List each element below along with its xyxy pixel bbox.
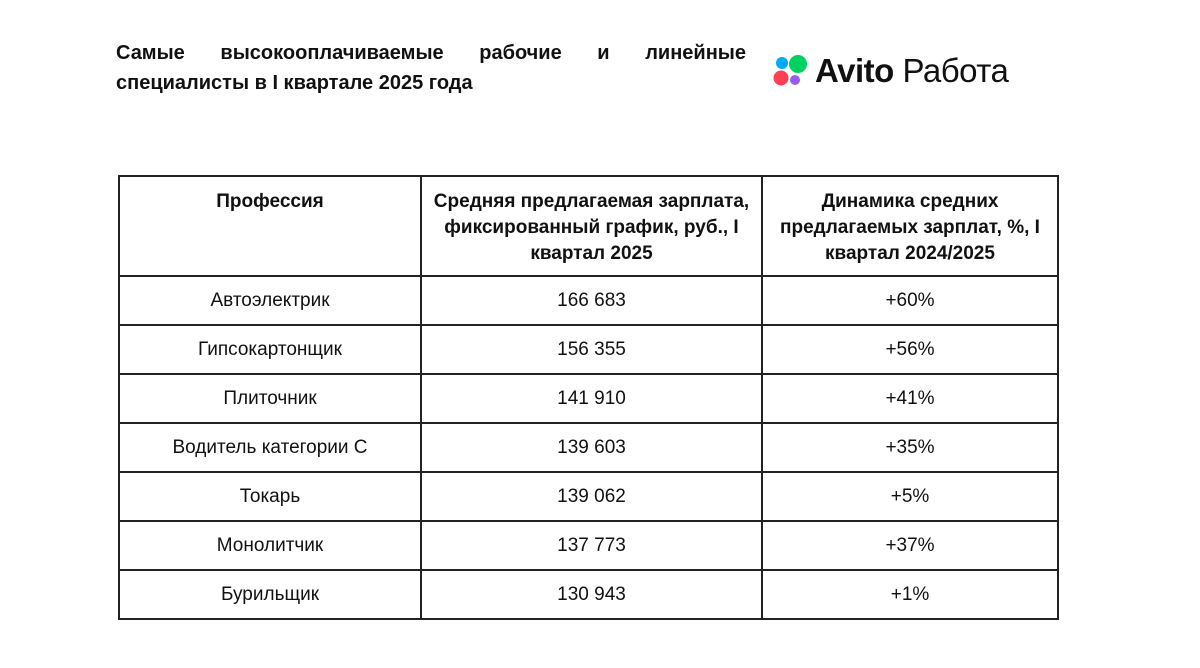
change-cell: +35% [762, 423, 1058, 472]
profession-cell: Токарь [119, 472, 421, 521]
page-title: Самые высокооплачиваемые рабочие и линейные специалисты в I квартале 2025 года [116, 42, 746, 94]
salary-cell: 137 773 [421, 521, 762, 570]
profession-cell: Плиточник [119, 374, 421, 423]
change-cell: +56% [762, 325, 1058, 374]
table-row [119, 374, 1058, 423]
column-header-profession: Профессия [119, 176, 421, 276]
table-row [119, 570, 1058, 619]
table-row [119, 276, 1058, 325]
change-cell: +37% [762, 521, 1058, 570]
profession-cell: Бурильщик [119, 570, 421, 619]
logo-brand: Avito [815, 52, 894, 89]
salary-cell: 156 355 [421, 325, 762, 374]
table-row [119, 325, 1058, 374]
salary-cell: 141 910 [421, 374, 762, 423]
profession-cell: Автоэлектрик [119, 276, 421, 325]
table-header-row [119, 176, 1058, 276]
salary-cell: 130 943 [421, 570, 762, 619]
salary-cell: 166 683 [421, 276, 762, 325]
salary-table [118, 175, 1059, 620]
profession-cell: Гипсокартонщик [119, 325, 421, 374]
change-cell: +41% [762, 374, 1058, 423]
salary-cell: 139 062 [421, 472, 762, 521]
salary-cell: 139 603 [421, 423, 762, 472]
column-header-change: Динамика средних предлагаемых зарплат, %, I квартал 2024/2025 [762, 176, 1058, 276]
table-row [119, 472, 1058, 521]
column-header-salary: Средняя предлагаемая зарплата, фиксированный график, руб., I квартал 2025 [421, 176, 762, 276]
change-cell: +1% [762, 570, 1058, 619]
table-row [119, 423, 1058, 472]
change-cell: +5% [762, 472, 1058, 521]
avito-dots-icon [773, 53, 809, 89]
change-cell: +60% [762, 276, 1058, 325]
profession-cell: Водитель категории С [119, 423, 421, 472]
logo-product: Работа [902, 52, 1009, 89]
logo-text [815, 51, 1008, 91]
profession-cell: Монолитчик [119, 521, 421, 570]
avito-rabota-logo [773, 50, 1008, 92]
table-row [119, 521, 1058, 570]
